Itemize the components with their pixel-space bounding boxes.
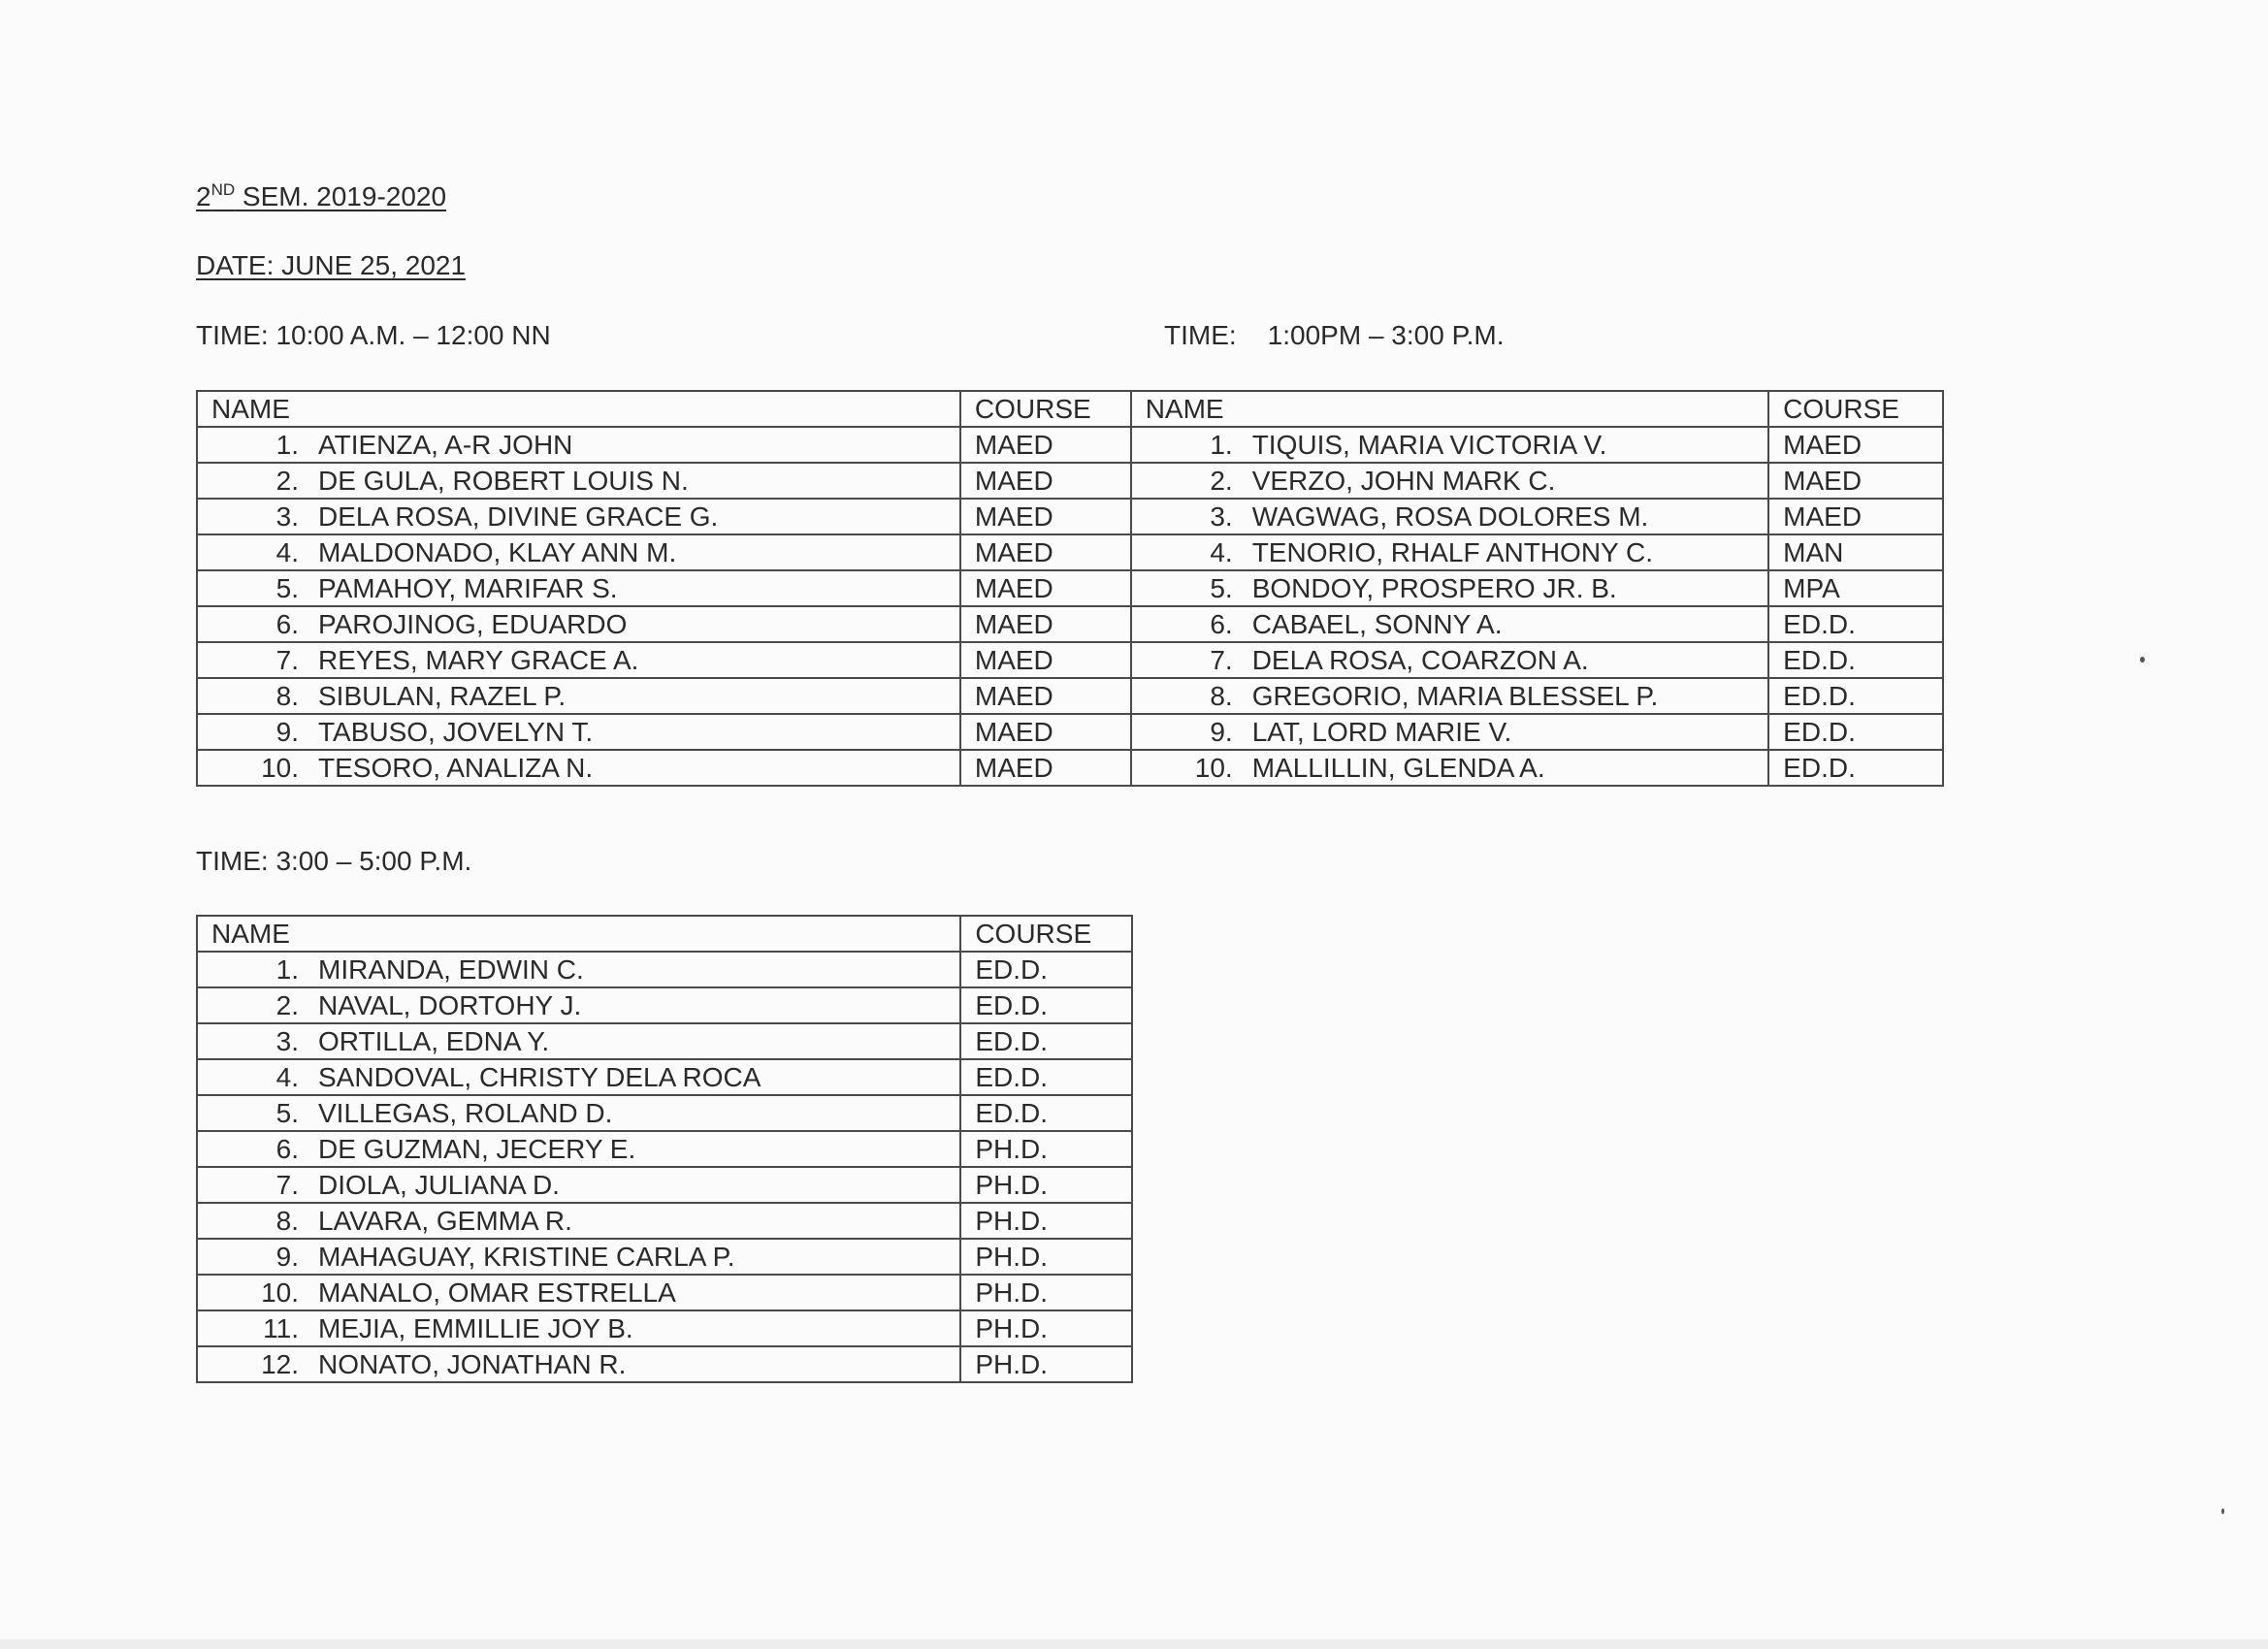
table-row — [197, 570, 1943, 606]
student-name: MEJIA, EMMILLIE JOY B. — [318, 1312, 633, 1343]
student-name: DELA ROSA, COARZON A. — [1251, 644, 1589, 675]
row-number: 2. — [275, 989, 299, 1020]
row-number: 11. — [263, 1312, 299, 1343]
course-cell: MAED — [960, 750, 1131, 786]
student-name: SIBULAN, RAZEL P. — [318, 680, 567, 711]
scan-speck — [2221, 1508, 2224, 1514]
row-number: 10. — [1194, 752, 1233, 783]
student-name: ATIENZA, A-R JOHN — [318, 429, 573, 460]
row-number: 1. — [275, 954, 299, 985]
student-name: CABAEL, SONNY A. — [1251, 608, 1503, 639]
student-name-cell — [197, 678, 960, 714]
student-name-cell — [197, 427, 960, 463]
schedule-table-late-afternoon — [196, 915, 1133, 1383]
table-row — [197, 1346, 1132, 1382]
student-name: LAVARA, GEMMA R. — [318, 1205, 572, 1236]
course-cell: MAED — [1768, 427, 1943, 463]
course-cell: PH.D. — [960, 1275, 1132, 1310]
student-name: TENORIO, RHALF ANTHONY C. — [1251, 536, 1654, 567]
course-cell: PH.D. — [960, 1203, 1132, 1239]
course-cell: MAED — [960, 499, 1131, 534]
student-name-cell — [197, 1203, 960, 1239]
student-name-cell — [197, 1131, 960, 1167]
student-name-cell — [197, 570, 960, 606]
student-name-cell — [197, 714, 960, 750]
student-name-cell — [1131, 570, 1768, 606]
row-number: 4. — [275, 1061, 299, 1092]
student-name-cell — [1131, 678, 1768, 714]
student-name: LAT, LORD MARIE V. — [1251, 716, 1512, 747]
course-cell: MAED — [960, 463, 1131, 499]
time-slot-2-value: 1:00PM – 3:00 P.M. — [1267, 320, 1505, 350]
student-name: MALLILLIN, GLENDA A. — [1251, 752, 1545, 783]
course-cell: ED.D. — [960, 1095, 1132, 1131]
course-cell: MAED — [1768, 463, 1943, 499]
table-row — [197, 750, 1943, 786]
student-name-cell — [197, 1275, 960, 1310]
course-cell: ED.D. — [1768, 678, 1943, 714]
table-row — [197, 463, 1943, 499]
schedule-table-morning-afternoon — [196, 390, 1944, 787]
course-cell: ED.D. — [1768, 642, 1943, 678]
student-name: DELA ROSA, DIVINE GRACE G. — [318, 501, 719, 532]
student-name-cell — [1131, 642, 1768, 678]
semester-number: 2 — [196, 181, 211, 211]
student-name-cell — [197, 1023, 960, 1059]
row-number: 1. — [1210, 429, 1233, 460]
student-name: NAVAL, DORTOHY J. — [318, 989, 582, 1020]
schedule-table-body — [197, 916, 1132, 1382]
student-name: MAHAGUAY, KRISTINE CARLA P. — [318, 1241, 735, 1272]
row-number: 8. — [275, 680, 299, 711]
student-name: NONATO, JONATHAN R. — [318, 1348, 627, 1379]
table-header-row — [197, 916, 1132, 952]
time-slot-1: TIME: 10:00 A.M. – 12:00 NN — [196, 320, 551, 350]
row-number: 7. — [275, 644, 299, 675]
row-number: 3. — [275, 501, 299, 532]
semester-suffix: ND — [211, 180, 236, 199]
course-cell: MAN — [1768, 534, 1943, 570]
student-name-cell — [1131, 750, 1768, 786]
course-cell: MAED — [960, 642, 1131, 678]
course-cell: ED.D. — [1768, 606, 1943, 642]
course-cell: ED.D. — [1768, 714, 1943, 750]
course-cell: MAED — [960, 678, 1131, 714]
table-row — [197, 987, 1132, 1023]
student-name: ORTILLA, EDNA Y. — [318, 1025, 550, 1056]
table-row — [197, 1095, 1132, 1131]
row-number: 6. — [275, 608, 299, 639]
student-name: MIRANDA, EDWIN C. — [318, 954, 584, 985]
row-number: 3. — [275, 1025, 299, 1056]
student-name: GREGORIO, MARIA BLESSEL P. — [1251, 680, 1659, 711]
column-header-course: COURSE — [960, 916, 1132, 952]
scan-speck — [2140, 657, 2145, 663]
table-row — [197, 642, 1943, 678]
exam-date: DATE: JUNE 25, 2021 — [196, 250, 467, 280]
time-slot-2-label: TIME: — [1164, 320, 1237, 350]
student-name: DE GULA, ROBERT LOUIS N. — [318, 465, 689, 496]
row-number: 9. — [275, 1241, 299, 1272]
course-cell: ED.D. — [960, 1059, 1132, 1095]
student-name-cell — [197, 606, 960, 642]
student-name-cell — [1131, 463, 1768, 499]
row-number: 6. — [275, 1133, 299, 1164]
table-row — [197, 499, 1943, 534]
student-name-cell — [197, 463, 960, 499]
student-name-cell — [197, 1310, 960, 1346]
student-name: DE GUZMAN, JECERY E. — [318, 1133, 636, 1164]
table-row — [197, 1023, 1132, 1059]
student-name-cell — [197, 1239, 960, 1275]
time-slot-3: TIME: 3:00 – 5:00 P.M. — [196, 846, 472, 876]
course-cell: MAED — [960, 427, 1131, 463]
student-name: VERZO, JOHN MARK C. — [1251, 465, 1556, 496]
row-number: 10. — [261, 752, 299, 783]
semester-heading — [196, 180, 446, 212]
student-name: PAROJINOG, EDUARDO — [318, 608, 628, 639]
student-name: TIQUIS, MARIA VICTORIA V. — [1251, 429, 1607, 460]
row-number: 7. — [275, 1169, 299, 1200]
student-name: TABUSO, JOVELYN T. — [318, 716, 594, 747]
row-number: 3. — [1210, 501, 1233, 532]
student-name-cell — [1131, 499, 1768, 534]
student-name-cell — [197, 1346, 960, 1382]
row-number: 2. — [1210, 465, 1233, 496]
table-row — [197, 714, 1943, 750]
student-name-cell — [197, 642, 960, 678]
table-row — [197, 1059, 1132, 1095]
time-slot-2 — [1164, 320, 1505, 351]
table-row — [197, 1275, 1132, 1310]
row-number: 4. — [275, 536, 299, 567]
student-name: SANDOVAL, CHRISTY DELA ROCA — [318, 1061, 761, 1092]
course-cell: MAED — [960, 714, 1131, 750]
column-header-name: NAME — [197, 391, 960, 427]
student-name-cell — [197, 987, 960, 1023]
course-cell: MAED — [960, 534, 1131, 570]
row-number: 4. — [1210, 536, 1233, 567]
column-header-name: NAME — [197, 916, 960, 952]
row-number: 9. — [1210, 716, 1233, 747]
row-number: 6. — [1210, 608, 1233, 639]
table-row — [197, 1203, 1132, 1239]
student-name: WAGWAG, ROSA DOLORES M. — [1251, 501, 1649, 532]
course-cell: PH.D. — [960, 1239, 1132, 1275]
row-number: 5. — [275, 1097, 299, 1128]
row-number: 5. — [1210, 572, 1233, 603]
course-cell: MPA — [1768, 570, 1943, 606]
table-row — [197, 427, 1943, 463]
row-number: 10. — [261, 1277, 299, 1308]
student-name-cell — [1131, 534, 1768, 570]
student-name-cell — [1131, 427, 1768, 463]
student-name-cell — [197, 1095, 960, 1131]
row-number: 12. — [261, 1348, 299, 1379]
course-cell: PH.D. — [960, 1310, 1132, 1346]
student-name-cell — [197, 1059, 960, 1095]
student-name: TESORO, ANALIZA N. — [318, 752, 594, 783]
student-name-cell — [197, 534, 960, 570]
schedule-table-body — [197, 391, 1943, 786]
course-cell: ED.D. — [1768, 750, 1943, 786]
course-cell: PH.D. — [960, 1167, 1132, 1203]
course-cell: ED.D. — [960, 952, 1132, 987]
student-name-cell — [1131, 606, 1768, 642]
row-number: 7. — [1210, 644, 1233, 675]
column-header-course: COURSE — [1768, 391, 1943, 427]
student-name-cell — [197, 952, 960, 987]
table-row — [197, 1239, 1132, 1275]
course-cell: ED.D. — [960, 1023, 1132, 1059]
student-name: DIOLA, JULIANA D. — [318, 1169, 560, 1200]
table-row — [197, 952, 1132, 987]
table-row — [197, 1167, 1132, 1203]
semester-year: SEM. 2019-2020 — [235, 181, 447, 211]
row-number: 9. — [275, 716, 299, 747]
student-name: MANALO, OMAR ESTRELLA — [318, 1277, 676, 1308]
course-cell: ED.D. — [960, 987, 1132, 1023]
table-row — [197, 534, 1943, 570]
table-row — [197, 678, 1943, 714]
course-cell: MAED — [1768, 499, 1943, 534]
student-name: REYES, MARY GRACE A. — [318, 644, 639, 675]
table-header-row — [197, 391, 1943, 427]
student-name-cell — [197, 750, 960, 786]
student-name: PAMAHOY, MARIFAR S. — [318, 572, 618, 603]
column-header-name: NAME — [1131, 391, 1768, 427]
student-name-cell — [197, 499, 960, 534]
table-row — [197, 1131, 1132, 1167]
course-cell: PH.D. — [960, 1131, 1132, 1167]
row-number: 2. — [275, 465, 299, 496]
row-number: 1. — [275, 429, 299, 460]
row-number: 8. — [1210, 680, 1233, 711]
student-name: VILLEGAS, ROLAND D. — [318, 1097, 613, 1128]
table-row — [197, 606, 1943, 642]
row-number: 8. — [275, 1205, 299, 1236]
student-name-cell — [1131, 714, 1768, 750]
student-name: BONDOY, PROSPERO JR. B. — [1251, 572, 1617, 603]
course-cell: MAED — [960, 606, 1131, 642]
row-number: 5. — [275, 572, 299, 603]
column-header-course: COURSE — [960, 391, 1131, 427]
course-cell: MAED — [960, 570, 1131, 606]
student-name-cell — [197, 1167, 960, 1203]
student-name: MALDONADO, KLAY ANN M. — [318, 536, 677, 567]
table-row — [197, 1310, 1132, 1346]
scan-bottom-edge — [0, 1639, 2268, 1649]
course-cell: PH.D. — [960, 1346, 1132, 1382]
